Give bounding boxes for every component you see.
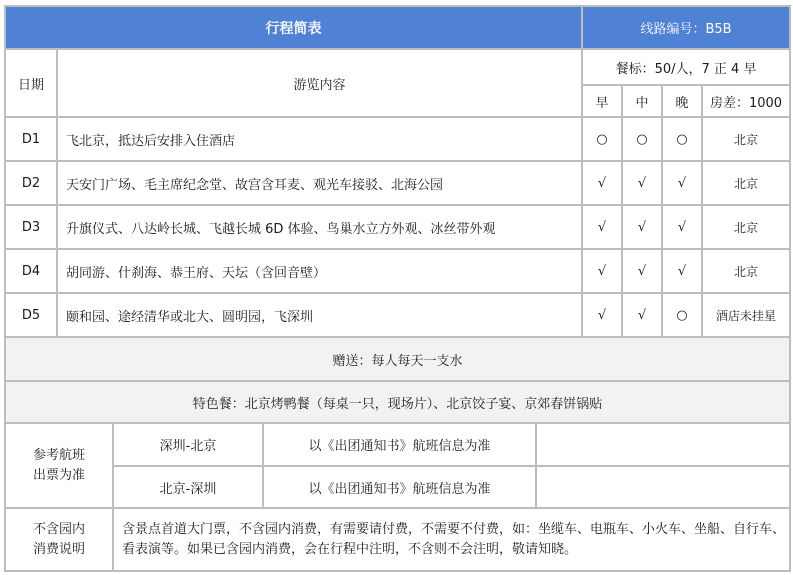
gift-row	[5, 337, 790, 381]
table-row	[5, 249, 790, 293]
day-cell: D2	[5, 161, 57, 205]
breakfast-cell: √	[582, 161, 622, 205]
content-cell: 颐和园、途经清华或北大、圆明园，飞深圳	[57, 293, 582, 337]
gift-text: 赠送：每人每天一支水	[5, 337, 790, 381]
meal-standard: 餐标：50/人，7 正 4 早	[582, 49, 790, 85]
notes-row	[5, 509, 790, 571]
itinerary-table	[4, 5, 791, 424]
content-cell: 升旗仪式、八达岭长城、飞越长城 6D 体验、鸟巢水立方外观、冰丝带外观	[57, 205, 582, 249]
hotel-cell: 北京	[702, 161, 790, 205]
day-cell: D4	[5, 249, 57, 293]
flight-row	[5, 466, 790, 508]
lunch-cell: √	[622, 205, 662, 249]
flight-label-line: 出票为准	[32, 467, 85, 483]
dinner-cell: ○	[662, 293, 702, 337]
date-header: 日期	[5, 49, 57, 117]
flight-empty-cell	[536, 424, 790, 466]
itinerary-sheet	[4, 5, 789, 572]
dinner-header: 晚	[662, 85, 702, 117]
table-row	[5, 293, 790, 337]
column-header-row	[5, 49, 790, 85]
notes-table	[4, 509, 791, 572]
flight-empty-cell	[536, 466, 790, 508]
flight-route: 北京-深圳	[113, 466, 263, 508]
dinner-cell: ○	[662, 117, 702, 161]
content-header: 游览内容	[57, 49, 582, 117]
breakfast-cell: √	[582, 293, 622, 337]
content-cell: 飞北京，抵达后安排入住酒店	[57, 117, 582, 161]
dinner-cell: √	[662, 249, 702, 293]
day-cell: D1	[5, 117, 57, 161]
content-cell: 胡同游、什刹海、恭王府、天坛（含回音壁）	[57, 249, 582, 293]
day-cell: D3	[5, 205, 57, 249]
dinner-cell: √	[662, 205, 702, 249]
notes-label	[5, 509, 113, 571]
flight-row	[5, 424, 790, 466]
notes-text: 含景点首道大门票，不含园内消费，有需要请付费，不需要不付费，如：坐缆车、电瓶车、小火车、坐船、自行车、看表演等。如果已含园内消费，会在行程中注明，不含则不会注明，敬请知晓。	[113, 509, 790, 571]
special-meal-row	[5, 381, 790, 423]
dinner-cell: √	[662, 161, 702, 205]
table-row	[5, 205, 790, 249]
hotel-cell: 酒店未挂星	[702, 293, 790, 337]
flight-info: 以《出团通知书》航班信息为准	[263, 424, 536, 466]
content-cell: 天安门广场、毛主席纪念堂、故宫含耳麦、观光车接驳、北海公园	[57, 161, 582, 205]
lunch-cell: √	[622, 161, 662, 205]
notes-label-line: 不含园内	[32, 521, 85, 537]
table-title: 行程简表	[5, 6, 582, 49]
lunch-cell: ○	[622, 117, 662, 161]
flight-label-line: 参考航班	[32, 447, 85, 463]
flight-route: 深圳-北京	[113, 424, 263, 466]
flight-label	[5, 424, 113, 508]
lunch-cell: √	[622, 293, 662, 337]
route-code: 线路编号：B5B	[582, 6, 790, 49]
table-row	[5, 117, 790, 161]
breakfast-cell: √	[582, 249, 622, 293]
header-row	[5, 6, 790, 49]
room-diff-header: 房差：1000	[702, 85, 790, 117]
table-row	[5, 161, 790, 205]
lunch-header: 中	[622, 85, 662, 117]
breakfast-header: 早	[582, 85, 622, 117]
lunch-cell: √	[622, 249, 662, 293]
hotel-cell: 北京	[702, 205, 790, 249]
day-cell: D5	[5, 293, 57, 337]
notes-label-line: 消费说明	[32, 541, 85, 557]
flight-table	[4, 424, 791, 509]
breakfast-cell: √	[582, 205, 622, 249]
special-meal-text: 特色餐：北京烤鸭餐（每桌一只，现场片）、北京饺子宴、京郊春饼锅贴	[5, 381, 790, 423]
breakfast-cell: ○	[582, 117, 622, 161]
hotel-cell: 北京	[702, 117, 790, 161]
flight-info: 以《出团通知书》航班信息为准	[263, 466, 536, 508]
hotel-cell: 北京	[702, 249, 790, 293]
